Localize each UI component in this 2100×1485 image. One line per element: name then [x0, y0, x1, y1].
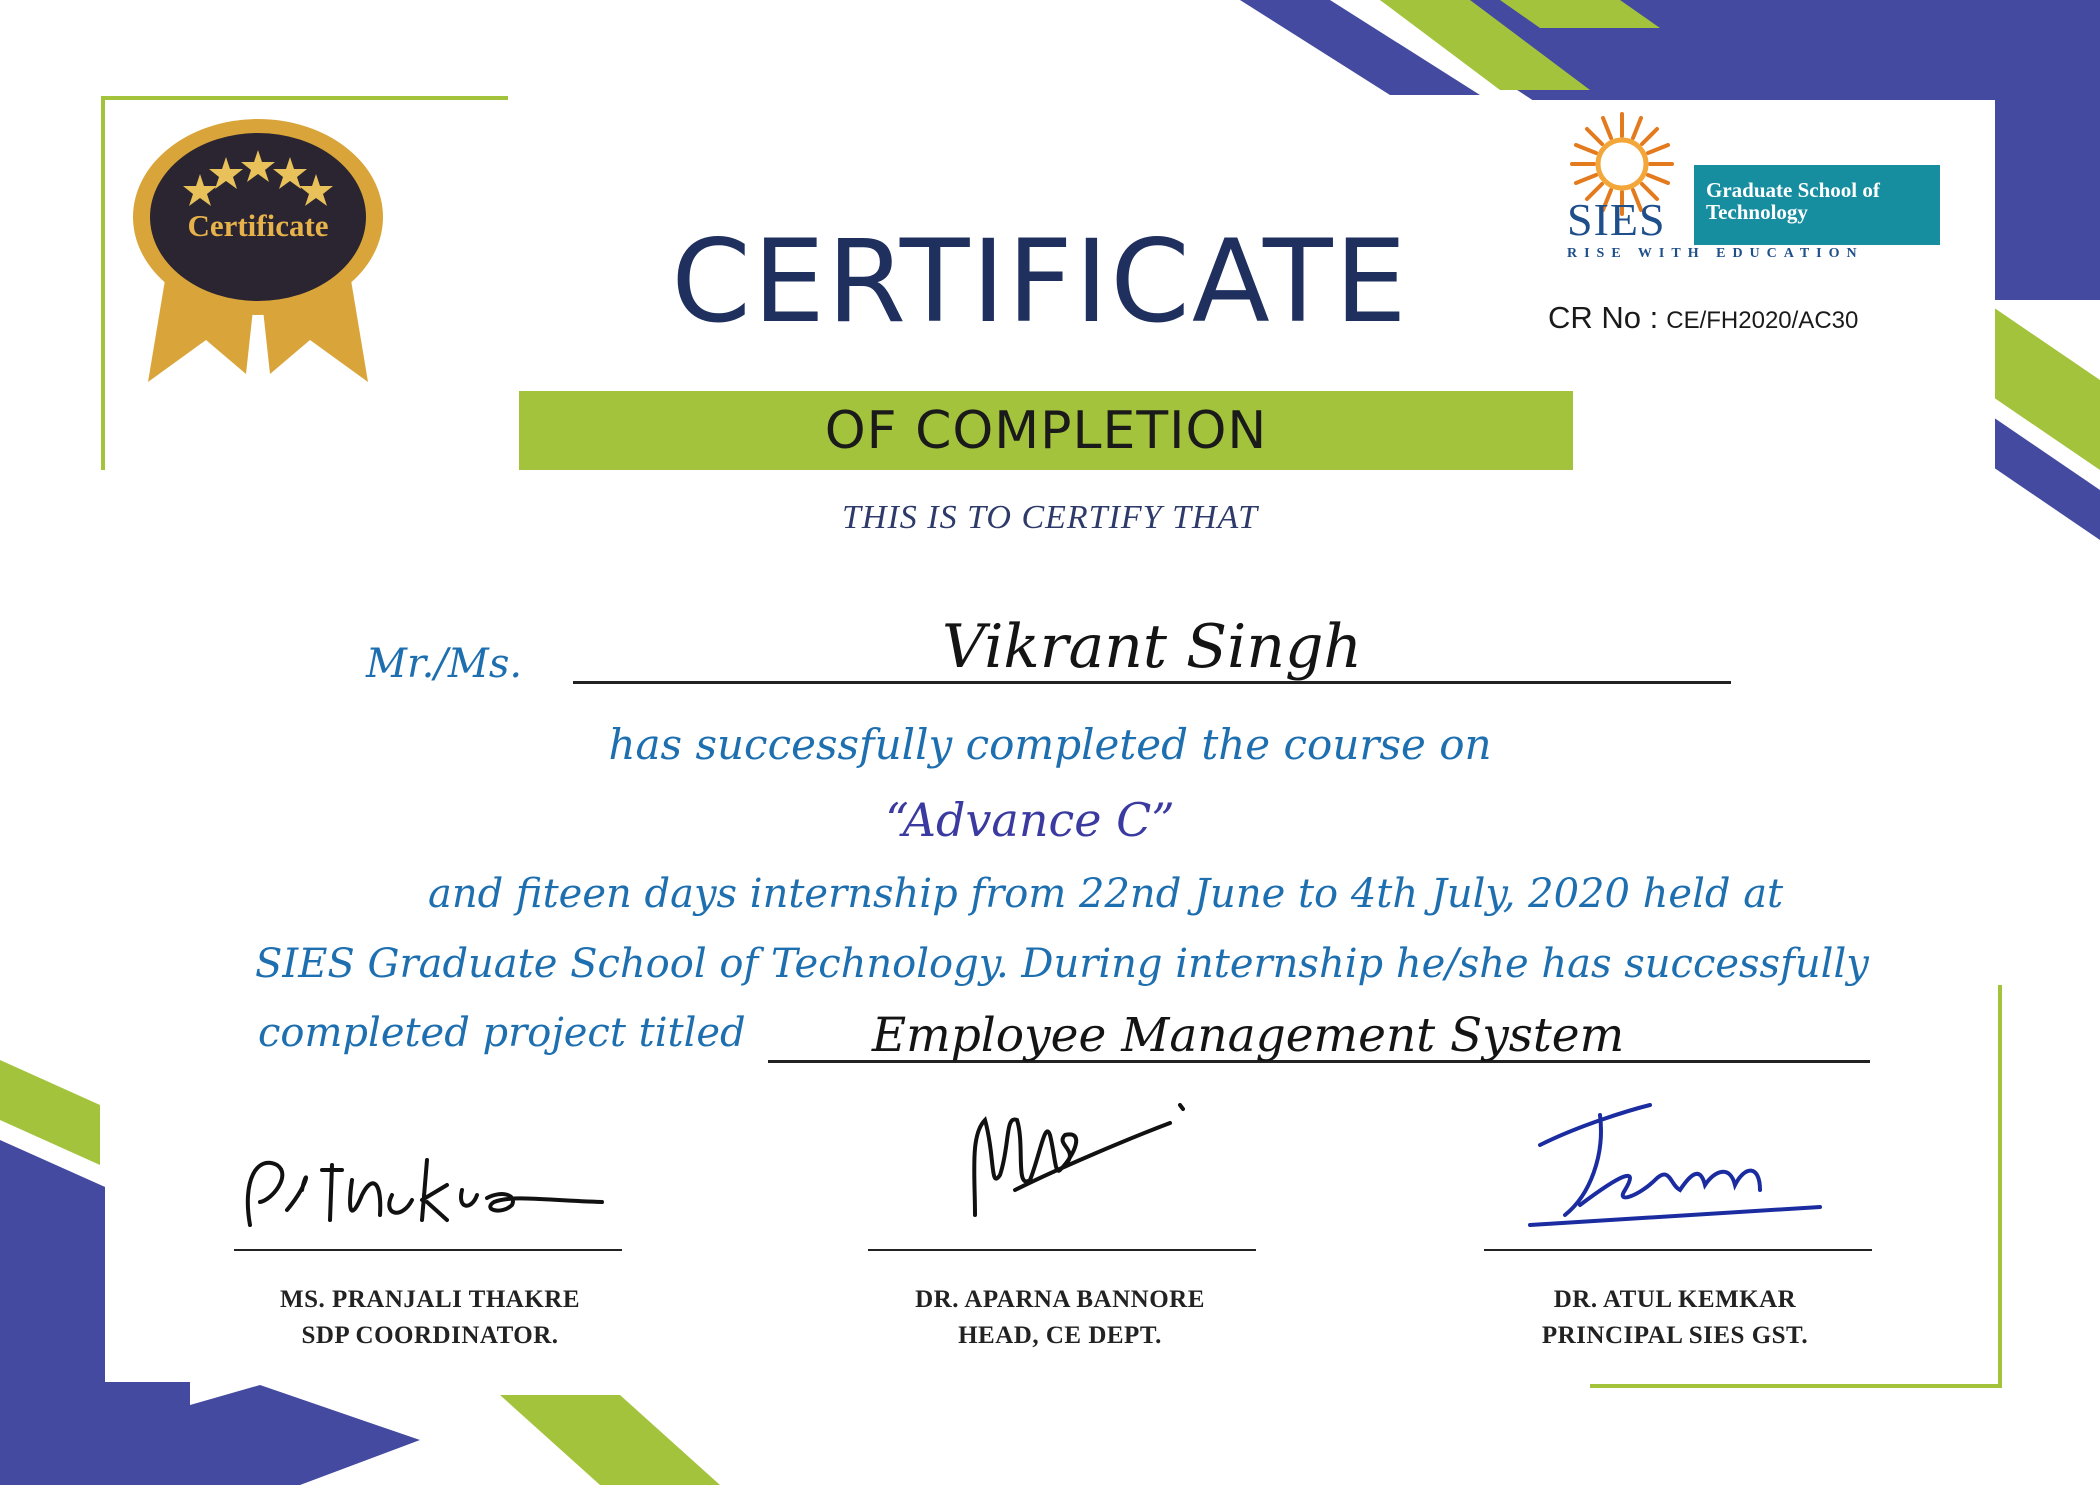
signature-line-2: [868, 1249, 1256, 1251]
school-name-box: Graduate School of Technology: [1694, 165, 1940, 245]
signatory-3-name: DR. ATUL KEMKAR: [1553, 1286, 1797, 1313]
certify-line: THIS IS TO CERTIFY THAT: [842, 499, 1258, 536]
certificate-seal-icon: [128, 112, 388, 382]
cr-value: CE/FH2020/AC30: [1666, 307, 1859, 334]
bottom-indigo-stripe: [190, 1385, 420, 1485]
project-prefix: completed project titled: [258, 1010, 746, 1056]
signatory-3: [1475, 1282, 1875, 1354]
bottom-green-stripe: [500, 1395, 720, 1485]
signature-kemkar: [1520, 1095, 1830, 1235]
recipient-name: Vikrant Singh: [941, 612, 1363, 682]
sies-logo-name: SIES: [1567, 194, 1666, 245]
body-line-2: SIES Graduate School of Technology. During internship he/she has successfully: [255, 941, 1869, 987]
subtitle-band: [519, 391, 1573, 470]
course-intro: has successfully completed the course on: [608, 720, 1492, 769]
signature-bannore: [955, 1095, 1195, 1225]
signatory-1-name: MS. PRANJALI THAKRE: [279, 1286, 581, 1313]
signatory-1-role: SDP COORDINATOR.: [301, 1322, 559, 1349]
signatory-2: [860, 1282, 1260, 1354]
cr-label: CR No :: [1548, 300, 1659, 335]
signatory-3-role: PRINCIPAL SIES GST.: [1541, 1322, 1809, 1349]
signatory-2-name: DR. APARNA BANNORE: [915, 1286, 1205, 1313]
signatory-2-role: HEAD, CE DEPT.: [958, 1322, 1162, 1349]
project-name: Employee Management System: [871, 1008, 1625, 1063]
signature-line-1: [234, 1249, 622, 1251]
signatory-1: [230, 1282, 630, 1354]
cr-number: [1548, 300, 1858, 336]
course-name: “Advance C”: [885, 793, 1175, 847]
certificate-title: CERTIFICATE: [671, 215, 1409, 348]
logo-tagline: RISE WITH EDUCATION: [1567, 246, 1864, 261]
salutation: Mr./Ms.: [366, 641, 523, 687]
signature-line-3: [1484, 1249, 1872, 1251]
seal-label: Certificate: [187, 208, 329, 243]
certificate-subtitle: OF COMPLETION: [824, 400, 1268, 461]
body-line-1: and fiteen days internship from 22nd June to 4th July, 2020 held at: [428, 871, 1784, 917]
signature-thakre: [232, 1140, 612, 1250]
